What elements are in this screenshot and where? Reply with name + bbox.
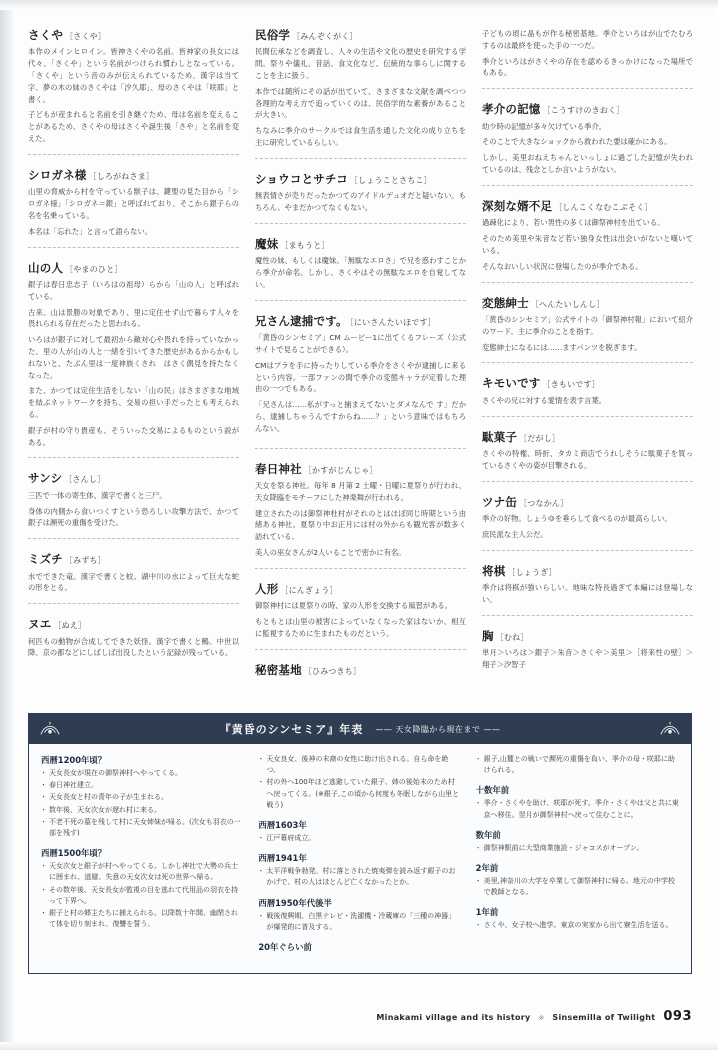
- glossary-entry: [28, 617, 239, 668]
- timeline-year: 西暦1941年: [258, 853, 307, 864]
- entry-paragraph: 古来、山は景勝の対象であり、里に定住せず山で暮らす人々を畏れられる存在だったと思われる。: [28, 307, 239, 329]
- entry-body: [255, 46, 466, 149]
- entry-reading: ［へんたいしんし］: [530, 299, 605, 309]
- glossary-entry: [255, 28, 466, 159]
- timeline-year: 数年前: [475, 829, 501, 840]
- entry-paragraph: もともとは山里の被害によっていなくなった家はないか、相互に監視するために生まれたものだという。: [255, 617, 466, 638]
- entry-paragraph: 庶民派な主人公だ。: [482, 529, 548, 539]
- glossary-entry: [482, 629, 693, 680]
- entry-reading: ［まもうと］: [280, 240, 330, 250]
- entry-reading: ［きもいです］: [542, 380, 600, 390]
- timeline-event-list: [41, 768, 244, 839]
- timeline-block: [476, 754, 679, 776]
- timeline-event: ・ 戦後復興期、白黒テレビ・洗濯機・冷蔵庫の「三種の神器」が爆発的に普及する。: [258, 911, 461, 933]
- entry-paragraph: 本作では随所にその話が出ていて、さまざまな文献を調べつつ各理的な考え方で追っていくのは、民俗学的な素養があることが大きい。: [255, 86, 466, 120]
- entry-paragraph: 無表情さが売りだったかつてのアイドルデュオだと疑いない。もちろん、やまだかつてなくもない。: [255, 191, 466, 213]
- glossary-entry: [255, 582, 466, 650]
- entry-paragraph: 季介の好物。しょうゆを垂らして食べるのが最高らしい。: [482, 513, 672, 523]
- timeline-event: ・ 数年後、天女次女が遅れ村に来る。: [41, 805, 244, 816]
- timeline-event: ・ 太平洋戦争勃発。村に落とされた焼夷弾を読み返す銀子のおかげで、村の人はほとんど亡くなかったとか。: [258, 866, 461, 888]
- entry-term: 駄菓子 ［だがし］: [482, 429, 561, 444]
- glossary-entry: [28, 471, 239, 539]
- entry-paragraph: CMはプラを手に持ったりしている季介をさくやが逮捕しに来るという内容。一部ファンの間で季介の変態キャラが定着した理由の一つでもある。: [255, 360, 466, 394]
- entry-reading: ［さくや］: [65, 32, 107, 41]
- glossary-column-2: [255, 28, 466, 703]
- entry-term: 変態紳士 ［へんたいしんし］: [482, 295, 605, 310]
- glossary-entry: [255, 663, 466, 690]
- timeline-year: 2年前: [475, 862, 499, 873]
- entry-reading: ［しんこくなむこぶそく］: [554, 202, 653, 212]
- timeline-event-list: [476, 843, 679, 854]
- entry-paragraph: 季介は将棋が強いらしい。地味な特長過ぎて本編には登場しない。: [482, 582, 693, 604]
- entry-body: [482, 647, 693, 671]
- entry-paragraph: 建立されたのは御祭神杜村がそれのとはほぼ同じ時期という由緒ある神社。夏祭り中お正月には村の外からも観光客が数多く訪れている。: [255, 508, 466, 542]
- entry-paragraph: 本作のメインヒロイン。皆神さくやの名前。皆神家の長女には代々、「さくや」という名前がつけられ慣わしとなっている。「さくや」という音のみが伝えられているため、漢字は当て字、夢の木の妹のさくやは「汐久耶」、母のさくやは「咲耶」と書く。: [28, 47, 239, 104]
- entry-reading: ［ぬえ］: [53, 621, 87, 631]
- entry-paragraph: 魔性の妹、もしくは魔妹。「無駄なエロさ」で兄を惑わすことから季介が命名。しかし、さくやはその無駄なエロを自覚してない。: [255, 256, 466, 289]
- timeline-event: ・ その数年後、天女長女が監視の目を逃れて代用品の羽衣を持って下界へ。: [41, 885, 244, 907]
- entry-paragraph: 美人の巫女さんが2人いることで密かに有名。: [255, 548, 406, 557]
- timeline-event-list: [476, 798, 679, 820]
- entry-body: [255, 255, 466, 290]
- entry-paragraph: 水でできた竜。漢字で書くと蛟。湖中川の水によって巨大な蛇の形をとる。: [28, 571, 239, 593]
- glossary-entry: [28, 552, 239, 604]
- timeline-event: ・ 村の外へ100年ほど逃避していた銀子、姉の後始末のため村へ戻ってくる。(※銀子,この頃から何度も冬眠しながら山里と戦う): [258, 777, 461, 811]
- entry-body: [482, 28, 693, 79]
- entry-paragraph: 天女を祭る神社。毎年 8 月第 2 土曜・日曜に夏祭りが行われ、天女降臨をモチーフにした神楽舞が行われる。: [255, 480, 466, 502]
- entry-body: [255, 600, 466, 639]
- timeline-event-list: [476, 876, 679, 898]
- entry-paragraph: そのため美里や朱音など若い独身女性は出会いがないと嘆いている。: [482, 234, 693, 255]
- entry-paragraph: 変態紳士になるには……ますパンツを脱ぎます。: [482, 342, 642, 352]
- entry-body: [482, 217, 693, 272]
- timeline-column-2: [258, 754, 461, 961]
- entry-body: [482, 513, 693, 541]
- entry-body: [482, 121, 693, 176]
- entry-body: [28, 279, 239, 449]
- page-number: 093: [663, 1009, 692, 1024]
- entry-paragraph: 身体の内側から食いつくすという恐ろしい攻撃方法で、かつて銀子は瀕死の重傷を受けた。: [28, 506, 239, 528]
- entry-reading: ［やまのひと］: [65, 264, 123, 274]
- timeline-column-3: [476, 754, 679, 961]
- entry-paragraph: 過疎化により、若い男性の多くは御祭神村を出ている。: [482, 218, 665, 228]
- entry-paragraph: また、かつては定住生活をしない「山の民」はさまざまな地域を結ぶネットワークを持ち、交易の担い手だったとも考えられる。: [28, 386, 239, 419]
- entry-reading: ［こうすけのきおく］: [542, 106, 625, 116]
- entry-term: 山の人 ［やまのひと］: [28, 260, 123, 275]
- entry-body: [28, 571, 239, 595]
- timeline-event-list: [476, 920, 679, 931]
- timeline-block: [258, 819, 461, 844]
- glossary-entry: [482, 376, 693, 416]
- timeline-year: 十数年前: [475, 785, 510, 796]
- entry-term: キモいです ［きもいです］: [482, 376, 600, 391]
- entry-paragraph: 子どもが産まれると名前を引き継ぐため、母は名前を変えることがあるため、さくやの母はさくや誕生後「さや」と名前を変えた。: [28, 110, 239, 144]
- timeline-block: [476, 829, 679, 854]
- entry-term: さくや ［さくや］: [28, 28, 107, 42]
- timeline-block: [41, 754, 244, 839]
- page-edge-shadow-top: [0, 0, 718, 10]
- footer-subtitle: Sinsemilla of Twilight: [552, 1013, 656, 1022]
- page-edge-shadow-left: [0, 0, 14, 1050]
- entry-paragraph: 子どもの頃に晶もが作る秘密基地。季介といろはが山でたむろするのは最終を使った手の一つだ。: [482, 29, 693, 50]
- glossary-entry-continued: [482, 28, 693, 89]
- timeline-event: ・ 春日神社建立。: [41, 780, 244, 791]
- glossary-entry: [255, 237, 466, 301]
- timeline-block: [258, 941, 461, 953]
- entry-reading: ［だがし］: [519, 433, 561, 443]
- entry-paragraph: そんなおいしい状況に登場したのが季介である。: [482, 261, 643, 271]
- entry-paragraph: 季介といろはがさくやの存在を認めるきっかけになった場所でもある。: [482, 56, 693, 78]
- timeline-block: [258, 852, 461, 888]
- entry-reading: ［にいさんたいほです］: [349, 317, 436, 327]
- entry-term: ヌエ ［ぬえ］: [28, 617, 87, 632]
- entry-term: 春日神社 ［かすがじんじゃ］: [255, 461, 378, 476]
- timeline-event: ・ 天女長女が現在の御祭神村へやってくる。: [41, 768, 244, 779]
- entry-body: [482, 314, 693, 353]
- entry-paragraph: 本名は「忘れた」と言って語らない。: [28, 226, 153, 236]
- entry-paragraph: 何匹もの動物が合成してできた妖怪。漢字で書くと鵺。中世以降、京の都などにしばしば出没したという記録が残っている。: [28, 636, 239, 658]
- entry-reading: ［みんぞくがく］: [292, 32, 358, 41]
- glossary-entry: [28, 28, 239, 155]
- entry-reading: ［しょうぎ］: [507, 567, 557, 577]
- entry-term: ショウコとサチコ ［しょうことさちこ］: [255, 171, 432, 186]
- footer-title: Minakami village and its history: [376, 1013, 531, 1022]
- entry-term: 秘密基地 ［ひみつきち］: [255, 662, 362, 677]
- entry-body: [255, 190, 466, 214]
- entry-term: ツナ缶 ［つなかん］: [482, 494, 569, 509]
- entry-paragraph: しかし、美里おねえちゃんといっしょに過ごした記憶が失われているのは、残念としか言いようがない。: [482, 153, 693, 175]
- timeline-block: [41, 847, 244, 930]
- entry-term: 深刻な婿不足 ［しんこくなむこぶそく］: [482, 198, 653, 213]
- entry-paragraph: ちなみに季介のサークルでは食生活を通した文化の成り立ちを主に研究しているらしい。: [255, 126, 466, 148]
- timeline-column-1: [41, 754, 244, 961]
- timeline-year: 西暦1603年: [258, 819, 307, 830]
- timeline-body: [29, 744, 691, 973]
- timeline-event: ・ 季介・さくやを助け、咲耶が死す。季介・さくやは父と共に東京へ移住。翌月が御祭神村へ戻って住むことに。: [476, 798, 679, 820]
- entry-paragraph: 御祭神村には夏祭りの時、家の人形を交換する風習がある。: [255, 601, 453, 611]
- entry-body: [482, 448, 693, 472]
- timeline-title: 『黄昏のシンセミア』年表: [219, 723, 364, 736]
- timeline-event: ・ 不老不死の墓を残して村に天女姉妹が帰る。(次女も羽衣の一部を残す): [41, 817, 244, 839]
- entry-term: 将棋 ［しょうぎ］: [482, 563, 557, 578]
- timeline-subtitle: —— 天女降臨から現在まで ——: [375, 724, 501, 734]
- timeline-event: ・ さくや、女子校へ進学。東京の実家から出て寮生活を送る。: [476, 920, 679, 931]
- entry-reading: ［かすがじんじゃ］: [303, 465, 378, 475]
- glossary-column-1: [28, 28, 239, 703]
- entry-term: 民俗学 ［みんぞくがく］: [255, 28, 358, 42]
- entry-paragraph: 銀子は春日忠志子（いろはの祖母）らから「山の人」と呼ばれている。: [28, 279, 239, 301]
- entry-body: [28, 490, 239, 529]
- timeline-event: ・ 天女長女と村の青年の子が生まれる。: [41, 792, 244, 803]
- timeline-block: [476, 862, 679, 898]
- entry-term: 魔妹 ［まもうと］: [255, 236, 330, 251]
- timeline-event: ・ 天女良女、後神の末裔の女性に助け出される。自ら命を絶つ。: [258, 754, 461, 776]
- timeline-header: [29, 714, 691, 744]
- timeline-event: ・ 江戸幕府成立。: [258, 833, 461, 844]
- page-footer: [376, 1009, 692, 1024]
- glossary-entry: [255, 462, 466, 569]
- entry-paragraph: そのことで大きなショックから救われた要は確かにある。: [482, 137, 672, 147]
- entry-paragraph: 山里の脅威から村を守っている獣子は、鍵聖の見た目から「シロガネ様」「シロガネ＝銀」と呼ばれており、そこから銀子らの名を名乗っている。: [28, 187, 239, 220]
- entry-reading: ［にんぎょう］: [280, 585, 338, 595]
- footer-separator-icon: ※: [538, 1014, 545, 1022]
- entry-term: 兄さん逮捕です。 ［にいさんたいほです］: [255, 313, 436, 328]
- entry-paragraph: 民間伝承などを調査し、人々の生活や文化の歴史を研究する学問。祭りや儀礼、昔話、食文化など、伝統的な事らしに関することを主に扱う。: [255, 47, 466, 80]
- glossary-entry: [482, 495, 693, 551]
- timeline-event: ・ 御祭神駅前に大型商業施設・ジャコスがオープン。: [476, 843, 679, 854]
- entry-paragraph: 幼少時の記憶が多々欠けている季介。: [482, 121, 607, 131]
- entry-reading: ［さんし］: [64, 475, 106, 485]
- entry-paragraph: 三匹で一体の寄生体、漢字で書くと三尸。: [28, 490, 167, 500]
- entry-paragraph: 「兄さんは……私がすっと捕まえてないとダメなんで す」だから、逮捕しちゃうんですからね……？」という意味ではもちろんない。: [255, 400, 466, 433]
- timeline-event-list: [258, 754, 461, 811]
- entry-body: [482, 395, 693, 407]
- entry-reading: ［しろがねさま］: [88, 171, 155, 181]
- entry-term: 胸 ［むね］: [482, 628, 529, 643]
- entry-body: [255, 332, 466, 435]
- entry-reading: ［みずち］: [64, 556, 106, 566]
- timeline-event: ・ 天女次女と銀子が村へやってくる。しかし神社で大勢の兵士に囲まれ、逃避、失意の天女次女は死の世界へ帰る。: [41, 861, 244, 883]
- glossary-entry: [482, 102, 693, 186]
- glossary-entry: [28, 168, 239, 248]
- glossary-entry: [482, 564, 693, 616]
- entry-term: シロガネ様 ［しろがねさま］: [28, 167, 155, 182]
- glossary-entry: [255, 172, 466, 224]
- entry-paragraph: さくやの特権、時折、タカミ商店でうれしそうに駄菓子を買っているさくやの姿が目撃される。: [482, 448, 693, 470]
- entry-term: 孝介の記憶 ［こうすけのきおく］: [482, 102, 625, 117]
- entry-term: ミズチ ［みずち］: [28, 552, 106, 567]
- entry-term: 人形 ［にんぎょう］: [255, 581, 338, 596]
- timeline-year: 西暦1500年頃？: [41, 848, 107, 859]
- entry-paragraph: 「黄昏のシンセミア」CM ムービー1に出てくるフレーズ（公式サイトで見ることができる）。: [255, 333, 466, 354]
- timeline-event-list: [258, 866, 461, 888]
- timeline-block: [258, 754, 461, 811]
- timeline-event: ・ 美里,神奈川の大学を卒業して御祭神村に帰る。地元の中学校で教師となる。: [476, 876, 679, 898]
- glossary-entry: [482, 296, 693, 364]
- glossary-entry: [255, 314, 466, 449]
- timeline-year: 1年前: [475, 907, 499, 918]
- glossary-columns: [28, 28, 694, 703]
- entry-body: [28, 636, 239, 660]
- entry-paragraph: いろはが銀子に対して最初から敵対心や畏れを持っていなかった、里の人が山の人と一緒を引いてきた歴史があるからかもしれないと、たぶん里は一度神族くされ はさく偶見を持たなくなった。: [28, 335, 239, 380]
- entry-body: [255, 480, 466, 559]
- timeline-block: [258, 897, 461, 933]
- timeline-event-list: [476, 754, 679, 776]
- ornament-icon: [39, 720, 61, 738]
- timeline-event-list: [258, 911, 461, 933]
- entry-body: [482, 582, 693, 606]
- entry-term: サンシ ［さんし］: [28, 471, 106, 486]
- entry-body: [28, 46, 239, 145]
- timeline-year: 20年ぐらい前: [258, 941, 312, 952]
- timeline-event-list: [258, 833, 461, 844]
- timeline-year: 西暦1200年頃？: [41, 755, 107, 765]
- entry-paragraph: さくやの兄に対する愛情を表す言葉。: [482, 395, 607, 405]
- timeline-block: [476, 906, 679, 931]
- timeline-event: ・ 銀子と村の郷主たちに捕えられる。以降数十年間、幽閉されて体を切り刻まれ、復讐を誓う。: [41, 908, 244, 930]
- glossary-entry: [28, 261, 239, 459]
- glossary-column-3: [482, 28, 693, 703]
- glossary-entry: [482, 430, 693, 482]
- entry-paragraph: 銀子が村の守り貴産も、そういった交易によるものという説がある。: [28, 425, 239, 447]
- entry-reading: ［しょうことさちこ］: [349, 175, 432, 185]
- timeline-panel: [28, 713, 692, 974]
- timeline-block: [476, 784, 679, 820]
- entry-paragraph: 単月＞いろは＞銀子＞朱音＞さくや＞美里＞［将来性の壁］＞翔子＞汐智子: [482, 647, 693, 669]
- timeline-year: 西暦1950年代後半: [258, 897, 332, 908]
- ornament-icon: [659, 720, 681, 738]
- entry-body: [28, 186, 239, 237]
- entry-reading: ［つなかん］: [519, 498, 569, 508]
- entry-reading: ［ひみつきち］: [303, 666, 362, 676]
- page-edge-shadow-bottom: [0, 1042, 718, 1050]
- timeline-event: ・ 銀子,山麓との戦いで瀕死の重傷を負い、季介の母・咲耶に助けられる。: [476, 754, 679, 776]
- glossary-entry: [482, 199, 693, 283]
- timeline-event-list: [41, 861, 244, 930]
- entry-paragraph: 「黄昏のシンセミア」公式サイトの「御祭神村報」において紹介のワード。主に季介のことを指す。: [482, 314, 693, 336]
- entry-reading: ［むね］: [495, 632, 529, 642]
